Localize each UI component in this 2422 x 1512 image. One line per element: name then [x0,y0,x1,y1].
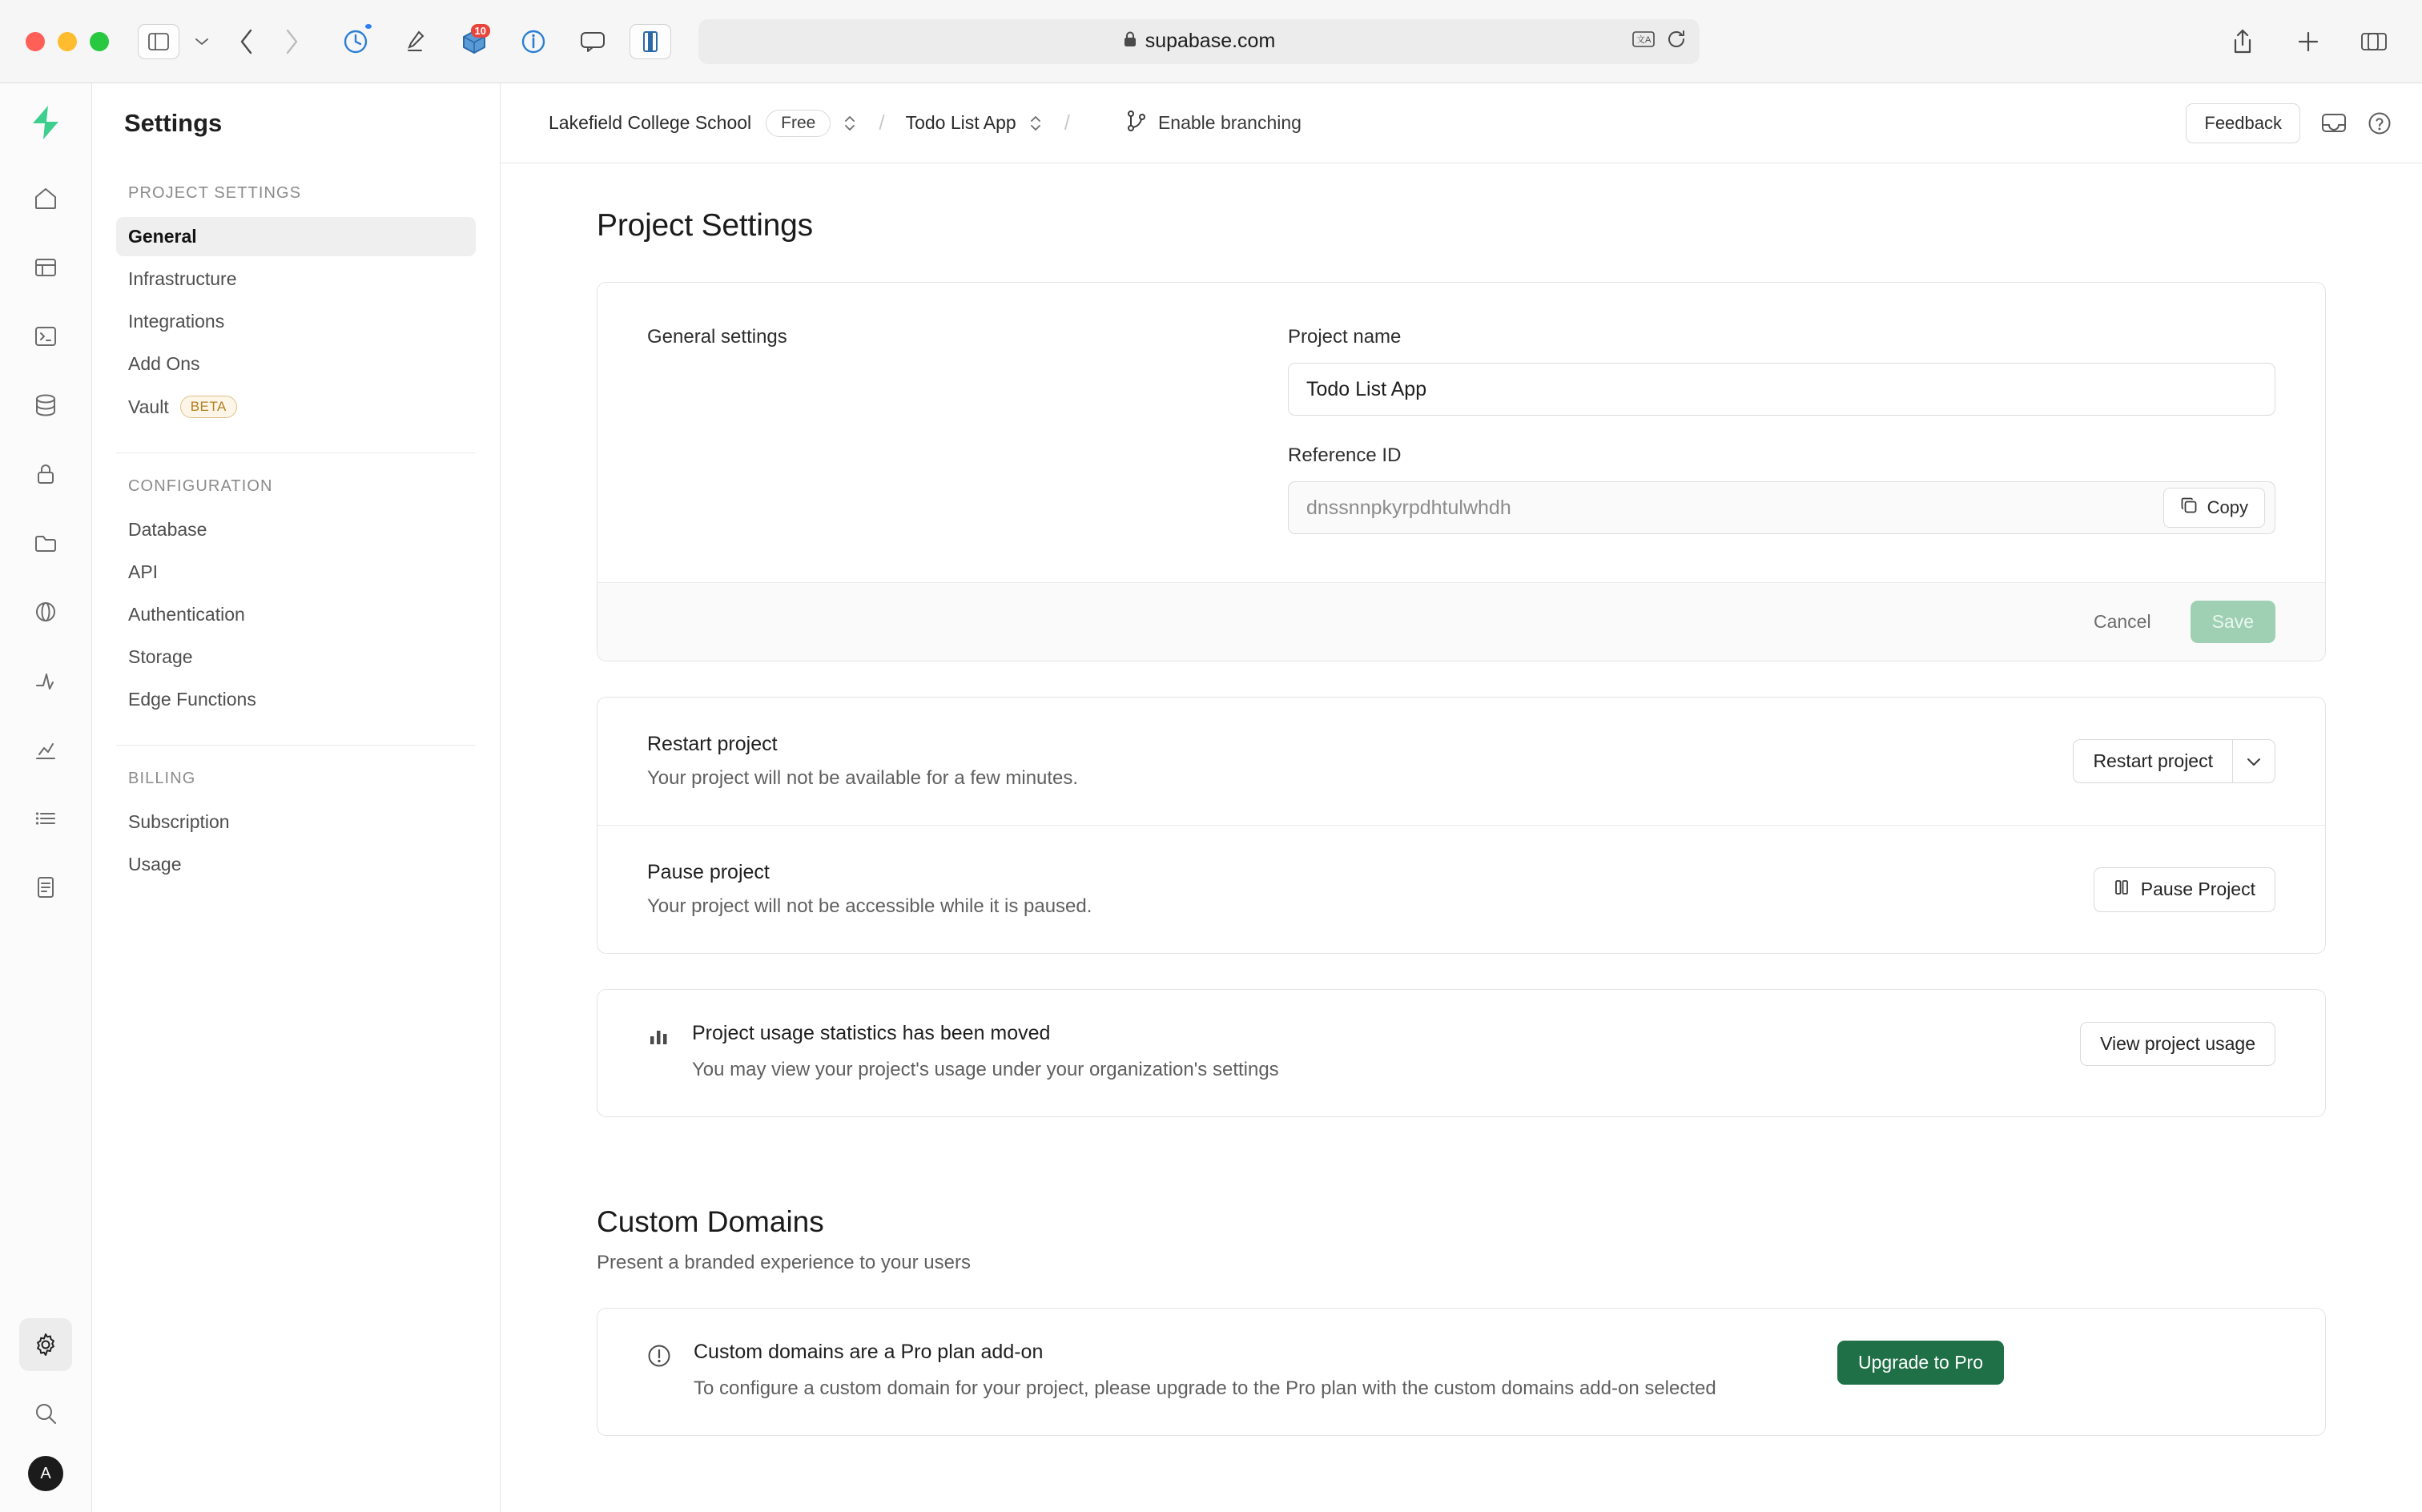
sidebar-item-reports[interactable] [19,723,72,776]
sidebar-item-label: Storage [128,646,193,667]
sidebar-item-label: General [128,226,197,247]
nav-group-project-settings [116,184,476,452]
browser-chrome [0,0,2422,83]
enable-branching-button[interactable] [1126,110,1302,137]
restart-project-dropdown-button[interactable] [2232,739,2275,783]
enable-branching-label: Enable branching [1157,112,1302,133]
branch-icon [1126,110,1147,137]
inbox-icon[interactable] [2321,112,2347,135]
sidebar-item-sql-editor[interactable] [19,310,72,363]
sidebar-item-vault[interactable] [116,387,476,427]
pause-project-row [597,825,2325,953]
breadcrumb-topbar [501,83,2422,163]
project-name-label: Project name [1288,326,1402,348]
search-icon[interactable] [19,1387,72,1440]
sidebar-item-label: Usage [128,854,182,875]
forward-arrow-icon[interactable] [269,19,314,64]
rail-bottom-group [19,1318,72,1512]
sidebar-item-label: Edge Functions [128,689,256,710]
sidebar-item-usage[interactable] [116,845,476,884]
restart-project-row [597,698,2325,825]
custom-domains-notice-title: Custom domains are a Pro plan add-on [694,1340,1044,1363]
nav-group-configuration [116,452,476,745]
settings-sidebar [92,83,501,1512]
product-icon-rail [0,83,92,1512]
pause-project-label: Pause Project [2140,879,2255,899]
lock-icon [1123,30,1137,53]
usage-moved-title: Project usage statistics has been moved [692,1022,1051,1044]
browser-extensions [333,19,671,64]
copy-button[interactable] [2163,488,2265,528]
feedback-button[interactable]: Feedback [2186,103,2300,143]
chevron-down-icon [2246,750,2262,772]
view-project-usage-button[interactable]: View project usage [2080,1022,2275,1066]
sidebar-item-subscription[interactable] [116,802,476,842]
close-window-button[interactable] [26,32,45,51]
copy-icon [2180,497,2198,519]
sidebar-item-logs[interactable] [19,792,72,845]
reference-id-label: Reference ID [1288,444,1402,466]
sidebar-item-label: Vault [128,396,169,417]
breadcrumb-project[interactable]: Todo List App [905,112,1016,133]
info-extension-icon[interactable] [511,19,556,64]
project-switcher-icon[interactable] [1028,111,1044,135]
restart-project-subtitle: Your project will not be available for a few minutes. [647,767,1079,789]
url-text: supabase.com [1145,30,1276,52]
reference-id-field-group [1288,444,2275,534]
custom-domains-subtitle: Present a branded experience to your users [597,1251,971,1273]
sidebar-item-storage[interactable] [19,517,72,569]
chat-extension-icon[interactable] [570,19,615,64]
back-arrow-icon[interactable] [224,19,269,64]
nav-group-title: CONFIGURATION [128,477,273,495]
cancel-button[interactable]: Cancel [2072,601,2173,643]
general-settings-label: General settings [647,326,787,348]
upgrade-to-pro-button[interactable]: Upgrade to Pro [1837,1341,2004,1385]
settings-icon[interactable] [19,1318,72,1371]
usage-moved-panel [597,989,2326,1117]
browser-right-actions [2220,19,2396,64]
pipette-extension-icon[interactable] [392,19,437,64]
svg-text:A: A [1645,35,1652,45]
supabase-logo-icon[interactable] [28,104,63,145]
save-button[interactable]: Save [2191,601,2275,643]
pause-icon [2114,879,2130,901]
main-area [501,83,2422,1512]
app-root [0,83,2422,1512]
sidebar-item-add-ons[interactable] [116,344,476,384]
content-title: Project Settings [597,208,813,243]
custom-domains-title: Custom Domains [597,1204,824,1238]
general-settings-panel [597,282,2326,662]
sidebar-item-general[interactable] [116,217,476,256]
sidebar-item-api-docs[interactable] [19,861,72,914]
plus-icon[interactable] [2286,19,2331,64]
sidebar-item-label: API [128,561,159,582]
status-badge: BETA [180,396,237,418]
sidebar-item-storage[interactable] [116,637,476,677]
bookmark-extension-icon[interactable] [630,24,671,59]
restart-project-button[interactable]: Restart project [2073,739,2232,783]
sidebar-item-table-editor[interactable] [19,241,72,294]
clock-extension-icon[interactable] [333,19,378,64]
reload-icon[interactable] [1666,29,1687,54]
sidebar-item-label: Database [128,519,207,540]
svg-text:文: 文 [1636,35,1645,45]
custom-domains-notice-panel [597,1308,2326,1436]
extension-badge [365,24,372,29]
sidebar-item-label: Infrastructure [128,268,237,289]
sidebar-item-label: Subscription [128,811,230,832]
page-title: Settings [124,109,223,137]
translate-icon[interactable] [1632,30,1655,53]
nav-group-title: PROJECT SETTINGS [128,184,302,202]
copy-button-label: Copy [2207,497,2248,517]
plan-badge[interactable]: Free [766,110,831,137]
share-icon[interactable] [2220,19,2265,64]
sidebar-toggle-icon[interactable] [138,24,179,59]
breadcrumb-separator: / [1064,111,1070,135]
window-traffic-lights [26,32,109,51]
settings-content [501,163,2422,1512]
reference-id-input [1288,481,2275,534]
sidebar-item-label: Add Ons [128,353,200,374]
sidebar-item-api[interactable] [116,553,476,592]
topbar-actions [2186,103,2392,143]
pause-project-title: Pause project [647,861,770,883]
breadcrumb-separator: / [879,111,885,135]
project-lifecycle-panel [597,697,2326,954]
pause-project-button[interactable] [2094,867,2275,912]
custom-domains-notice-subtitle: To configure a custom domain for your project, please upgrade to the Pro plan with the custom domains add-on selected [694,1377,1716,1399]
tab-overview-icon[interactable] [2352,19,2396,64]
usage-moved-subtitle: You may view your project's usage under your organization's settings [692,1059,1279,1080]
sidebar-item-edge-functions[interactable] [116,680,476,719]
sidebar-item-authentication[interactable] [116,595,476,634]
sidebar-item-auth[interactable] [19,448,72,501]
breadcrumb-org[interactable]: Lakefield College School [549,112,752,133]
general-settings-footer [597,582,2325,661]
sidebar-item-edge-functions[interactable] [19,585,72,638]
minimize-window-button[interactable] [58,32,77,51]
pause-project-subtitle: Your project will not be accessible while it is paused. [647,895,1092,917]
sidebar-item-database[interactable] [116,510,476,549]
reference-id-value: dnssnnpkyrpdhtulwhdh [1306,496,1511,519]
sidebar-dropdown-icon[interactable] [179,19,224,64]
project-name-input[interactable]: Todo List App [1288,363,2275,416]
alert-circle-icon [647,1344,671,1372]
address-bar[interactable] [698,19,1700,64]
sidebar-item-label: Authentication [128,604,245,625]
sidebar-item-realtime[interactable] [19,654,72,707]
sidebar-item-integrations[interactable] [116,302,476,341]
nav-group-billing [116,745,476,910]
org-switcher-icon[interactable] [842,111,858,135]
sidebar-item-home[interactable] [19,172,72,225]
sidebar-item-label: Integrations [128,311,225,332]
box-extension-icon[interactable] [452,19,497,64]
maximize-window-button[interactable] [90,32,109,51]
sidebar-item-database[interactable] [19,379,72,432]
restart-project-title: Restart project [647,733,778,755]
nav-group-title: BILLING [128,770,196,787]
help-circle-icon[interactable] [2368,111,2392,135]
sidebar-item-infrastructure[interactable] [116,259,476,299]
extension-badge-count: 10 [471,24,490,38]
restart-project-button-group [2073,739,2275,783]
project-name-field-group [1288,326,2275,416]
bar-chart-icon [647,1025,670,1052]
avatar[interactable]: A [28,1456,63,1491]
address-bar-actions [1632,29,1687,54]
